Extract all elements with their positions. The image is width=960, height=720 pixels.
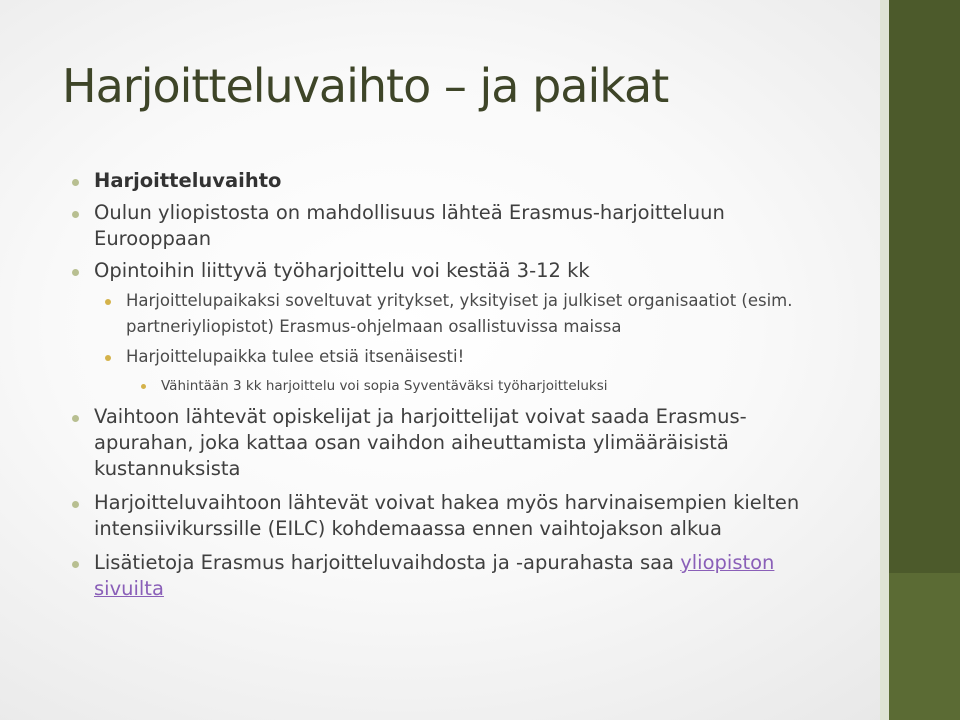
- sidebar-accent-block: [889, 573, 960, 720]
- slide-title: Harjoitteluvaihto – ja paikat: [62, 59, 669, 113]
- item-text: Oulun yliopistosta on mahdollisuus lähteä Erasmus-harjoitteluun Eurooppaan: [94, 201, 725, 250]
- list-item-apuraha: [0, 404, 844, 482]
- bullet-icon: [72, 269, 79, 276]
- list-item-syventava: [0, 374, 841, 398]
- bullet-icon: [72, 179, 79, 186]
- bullet-icon: [72, 561, 79, 568]
- list-item-kesto: [0, 258, 844, 284]
- university-website-link[interactable]: yliopiston sivuilta: [94, 551, 775, 600]
- item-text: Harjoitteluvaihtoon lähtevät voivat hakea myös harvinaisempien kielten intensiivikurssille (EILC) kohdemaassa ennen vaihtojakson alkua: [94, 491, 800, 540]
- item-text: Vähintään 3 kk harjoittelu voi sopia Syventäväksi työharjoitteluksi: [161, 378, 608, 394]
- list-item-harjoitteluvaihto: [0, 168, 844, 194]
- bullet-icon: [72, 501, 79, 508]
- list-item-lisatietoja: [0, 550, 844, 602]
- item-text: Harjoitteluvaihto: [94, 169, 282, 192]
- slide-body: [0, 168, 880, 602]
- item-text: Opintoihin liittyvä työharjoittelu voi kestää 3-12 kk: [94, 259, 590, 282]
- item-text: Harjoittelupaikaksi soveltuvat yritykset, yksityiset ja julkiset organisaatiot (esim. partneriyliopistot) Erasmus-ohjelmaan osallistuvissa maissa: [126, 291, 793, 336]
- bullet-icon: [72, 211, 79, 218]
- sidebar-light-stripe: [880, 0, 889, 720]
- list-item-erasmus-harjoittelu: [0, 200, 844, 252]
- item-text: Vaihtoon lähtevät opiskelijat ja harjoittelijat voivat saada Erasmus-apurahan, joka kattaa osan vaihdon aiheuttamista ylimääräisistä kustannuksista: [94, 405, 747, 480]
- bullet-icon: [141, 384, 146, 389]
- bullet-icon: [105, 355, 111, 361]
- list-item-eilc: [0, 490, 844, 542]
- item-text: Harjoittelupaikka tulee etsiä itsenäisesti!: [126, 347, 465, 366]
- bullet-icon: [105, 299, 111, 305]
- list-item-harjoittelupaikat: [0, 288, 806, 340]
- list-item-etsinta: [0, 344, 806, 370]
- bullet-icon: [72, 415, 79, 422]
- item-text: Lisätietoja Erasmus harjoitteluvaihdosta ja -apurahasta saa: [94, 551, 681, 574]
